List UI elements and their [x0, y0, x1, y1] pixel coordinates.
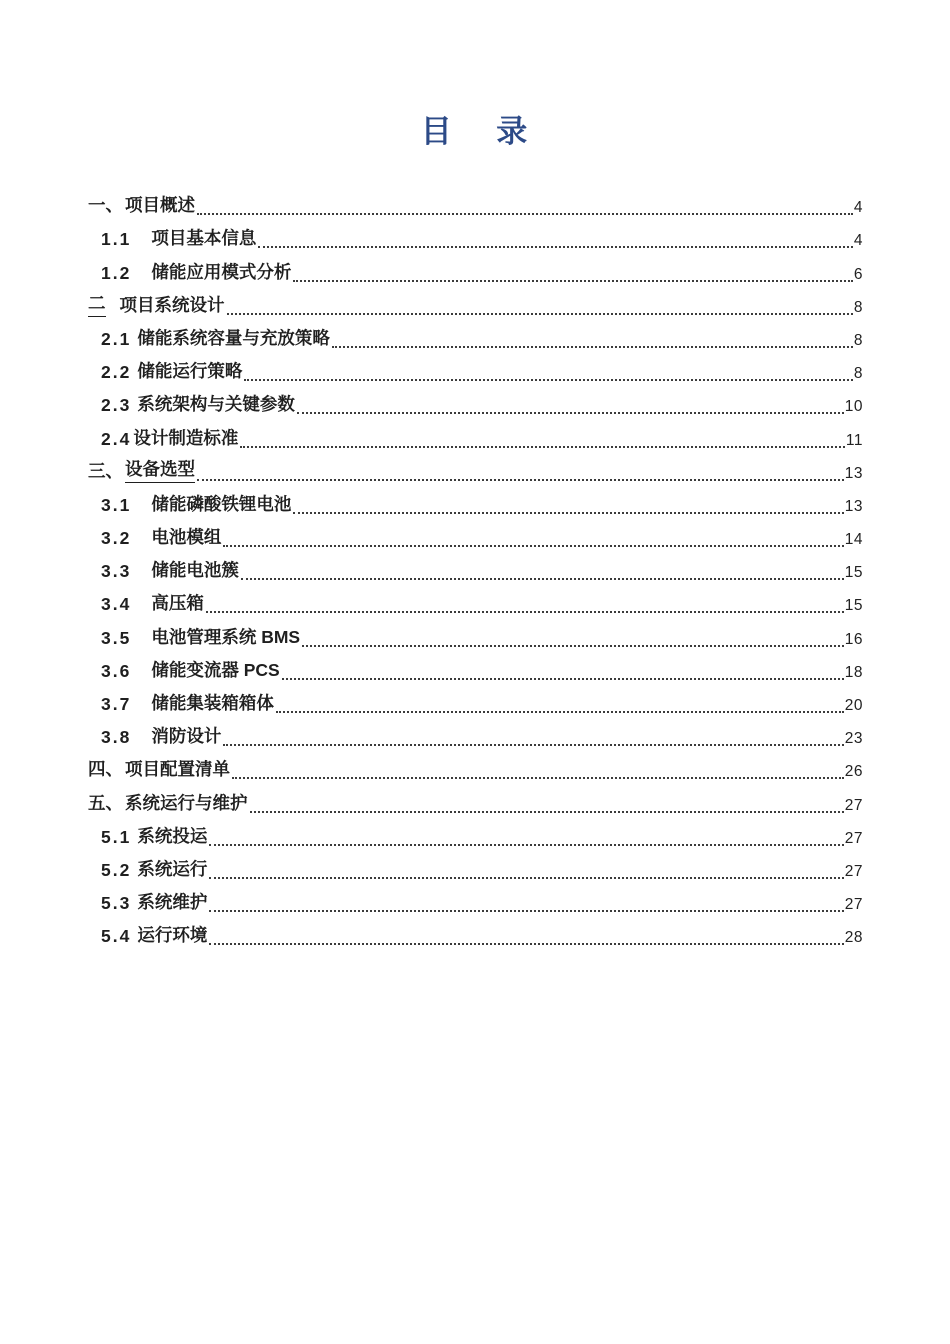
- toc-entry[interactable]: [88, 586, 863, 619]
- toc-entry[interactable]: [88, 619, 863, 652]
- toc-leader-dots: [302, 645, 844, 647]
- toc-entry[interactable]: [88, 885, 863, 918]
- toc-entry-title: 高压箱: [151, 593, 204, 614]
- toc-entry-title: 电池模组: [151, 527, 222, 548]
- toc-entry-number: 3.1: [101, 494, 132, 515]
- toc-leader-dots: [282, 678, 844, 680]
- toc-entry-number: 四、: [88, 759, 123, 780]
- toc-entry[interactable]: [88, 752, 863, 785]
- toc-page-number: 4: [853, 199, 863, 217]
- toc-entry-number: 3.6: [101, 660, 132, 681]
- toc-entry-number: 2.4: [101, 428, 132, 449]
- toc-entry-number: 1.1: [101, 229, 132, 250]
- toc-entry[interactable]: [88, 719, 863, 752]
- toc-entry-title: 设计制造标准: [133, 427, 239, 448]
- toc-entry-title: 储能集装箱箱体: [151, 693, 274, 713]
- toc-entry-title: 项目系统设计: [119, 294, 225, 315]
- toc-entry-title: 系统运行: [137, 858, 208, 879]
- toc-page-number: 28: [844, 929, 863, 947]
- toc-entry-title: 储能系统容量与充放策略: [137, 327, 330, 348]
- toc-entry[interactable]: [88, 553, 863, 586]
- page-title: 目 录: [420, 114, 530, 149]
- toc-leader-dots: [209, 910, 843, 912]
- toc-entry-number: 二: [88, 290, 106, 317]
- toc-entry[interactable]: [88, 354, 863, 387]
- toc-entry[interactable]: [88, 653, 863, 686]
- toc-entry-title: 项目配置清单: [125, 759, 230, 780]
- toc-entry-number: 一、: [88, 195, 123, 216]
- toc-leader-dots: [293, 280, 853, 282]
- toc-entry[interactable]: [88, 918, 863, 951]
- toc-page-number: 23: [844, 730, 863, 748]
- toc-leader-dots: [244, 379, 853, 381]
- toc-page-number: 20: [844, 697, 863, 714]
- toc-entry[interactable]: [88, 852, 863, 885]
- toc-entry-title: 系统投运: [137, 825, 208, 846]
- toc-page-number: 11: [845, 431, 863, 449]
- toc-leader-dots: [197, 479, 844, 481]
- toc-page-number: 13: [844, 497, 863, 515]
- toc-entry-title: 系统维护: [137, 892, 208, 913]
- toc-entry[interactable]: [88, 254, 863, 287]
- toc-page-number: 15: [844, 564, 863, 582]
- toc-entry-title: 储能磷酸铁锂电池: [151, 493, 292, 514]
- toc-page-number: 27: [844, 796, 863, 814]
- toc-entry-number: 3.8: [101, 727, 132, 748]
- toc-page-number: 16: [844, 630, 863, 648]
- toc-entry-title: 储能运行策略: [137, 361, 243, 382]
- toc-entry-title: 储能应用模式分析: [151, 261, 292, 282]
- toc-entry-number: 3.7: [101, 694, 132, 714]
- toc-entry-number: 5.1: [101, 826, 132, 847]
- toc-entry-number: 5.2: [101, 859, 132, 880]
- toc-entry-title: 储能变流器 PCS: [151, 659, 280, 680]
- toc-entry-title: 项目基本信息: [151, 228, 257, 249]
- toc-entry[interactable]: [88, 288, 863, 321]
- toc-page-number: 8: [853, 331, 863, 349]
- toc-entry[interactable]: [88, 686, 863, 719]
- toc-leader-dots: [297, 412, 844, 414]
- toc-page-number: 8: [853, 365, 863, 383]
- toc-leader-dots: [206, 611, 844, 613]
- toc-leader-dots: [223, 545, 843, 547]
- toc-leader-dots: [223, 744, 843, 746]
- toc-entry-number: 3.5: [101, 627, 132, 648]
- toc-leader-dots: [240, 446, 845, 448]
- toc-leader-dots: [209, 844, 843, 846]
- toc-entry-number: 1.2: [101, 262, 132, 283]
- toc-leader-dots: [232, 777, 844, 779]
- toc-leader-dots: [227, 313, 853, 315]
- toc-entry[interactable]: [88, 321, 863, 354]
- toc-leader-dots: [209, 943, 843, 945]
- toc-entry-number: 三、: [88, 460, 123, 481]
- toc-page-number: 13: [844, 464, 863, 482]
- toc-entry[interactable]: [88, 454, 863, 487]
- toc-entry[interactable]: [88, 387, 863, 420]
- toc-page-number: 6: [853, 265, 863, 283]
- toc-entry-number: 2.3: [101, 395, 132, 416]
- toc-leader-dots: [250, 811, 844, 813]
- toc-entry[interactable]: [88, 520, 863, 553]
- toc-entry-title: 系统运行与维护: [125, 792, 248, 813]
- toc-entry[interactable]: [88, 819, 863, 852]
- toc-list: [88, 188, 863, 951]
- toc-entry[interactable]: [88, 420, 863, 453]
- toc-page-number: 27: [844, 896, 863, 914]
- toc-entry-number: 3.3: [101, 561, 132, 582]
- toc-leader-dots: [241, 578, 844, 580]
- toc-page-number: 8: [853, 298, 863, 316]
- toc-leader-dots: [293, 512, 843, 514]
- toc-leader-dots: [332, 346, 853, 348]
- toc-page-number: 14: [844, 531, 863, 549]
- toc-page-number: 15: [844, 597, 863, 615]
- toc-entry-title: 储能电池簇: [151, 560, 239, 581]
- toc-entry[interactable]: [88, 221, 863, 254]
- toc-page-number: 27: [844, 862, 863, 880]
- toc-leader-dots: [276, 711, 844, 713]
- toc-leader-dots: [209, 877, 843, 879]
- toc-leader-dots: [258, 246, 853, 248]
- toc-entry-number: 5.3: [101, 893, 132, 914]
- toc-entry[interactable]: [88, 785, 863, 818]
- toc-entry-title: 消防设计: [151, 726, 222, 747]
- toc-entry-number: 2.2: [101, 362, 132, 383]
- toc-entry-title: 设备选型: [125, 456, 195, 483]
- toc-page-number: 26: [844, 763, 863, 781]
- toc-page-number: 27: [844, 829, 863, 847]
- toc-page-number: 4: [853, 232, 863, 250]
- toc-entry-number: 5.4: [101, 926, 132, 947]
- toc-entry-number: 3.2: [101, 528, 132, 549]
- toc-leader-dots: [197, 213, 853, 215]
- toc-entry-title: 电池管理系统 BMS: [151, 626, 301, 647]
- toc-entry[interactable]: [88, 487, 863, 520]
- toc-entry-title: 运行环境: [137, 925, 208, 946]
- toc-page-number: 10: [844, 398, 863, 416]
- toc-entry[interactable]: [88, 188, 863, 221]
- toc-entry-title: 项目概述: [125, 195, 195, 216]
- toc-entry-number: 2.1: [101, 328, 132, 349]
- toc-page-number: 18: [844, 663, 863, 681]
- toc-entry-title: 系统架构与关键参数: [137, 394, 295, 415]
- toc-entry-number: 3.4: [101, 594, 132, 615]
- toc-entry-number: 五、: [88, 792, 123, 813]
